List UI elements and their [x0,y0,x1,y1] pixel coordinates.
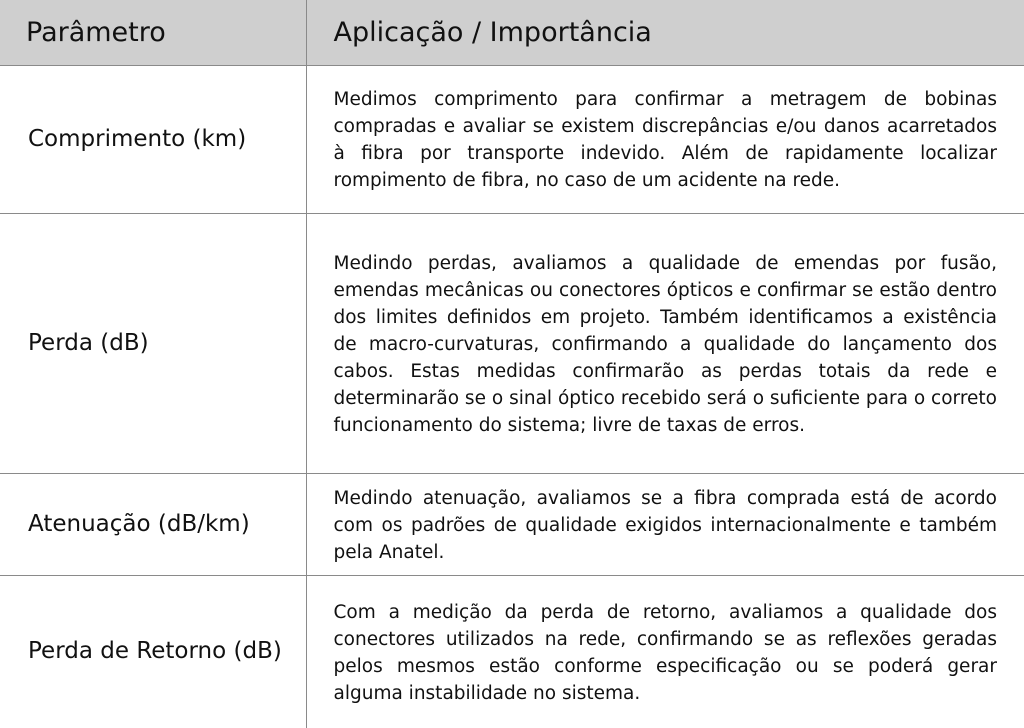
table-row [0,473,1024,575]
header-parameter: Parâmetro [0,0,306,66]
table-row [0,66,1024,214]
description-cell: Medindo perdas, avaliamos a qualidade de emendas por fusão, emendas mecânicas ou conectores ópticos e confirmar se estão dentro dos limites definidos em projeto. Também identificamos a existência de macro-curvaturas, confirmando a qualidade do lançamento dos cabos. Estas medidas confirmarão as perdas totais da rede e determinarão se o sinal óptico recebido será o suficiente para o correto funcionamento do sistema; livre de taxas de erros. [306,213,1024,473]
description-cell: Com a medição da perda de retorno, avaliamos a qualidade dos conectores utilizados na rede, confirmando se as reflexões geradas pelos mesmos estão conforme especificação ou se poderá gerar alguma instabilidade no sistema. [306,575,1024,728]
description-cell: Medindo atenuação, avaliamos se a fibra comprada está de acordo com os padrões de qualidade exigidos internacionalmente e também pela Anatel. [306,473,1024,575]
parameter-cell: Comprimento (km) [0,66,306,214]
table-row [0,575,1024,728]
table-row [0,213,1024,473]
parameter-cell: Atenuação (dB/km) [0,473,306,575]
parameter-cell: Perda de Retorno (dB) [0,575,306,728]
header-application-importance: Aplicação / Importância [306,0,1024,66]
description-cell: Medimos comprimento para confirmar a metragem de bobinas compradas e avaliar se existem discrepâncias e/ou danos acarretados à fibra por transporte indevido. Além de rapidamente localizar rompimento de fibra, no caso de um acidente na rede. [306,66,1024,214]
parameter-cell: Perda (dB) [0,213,306,473]
table-header-row [0,0,1024,66]
